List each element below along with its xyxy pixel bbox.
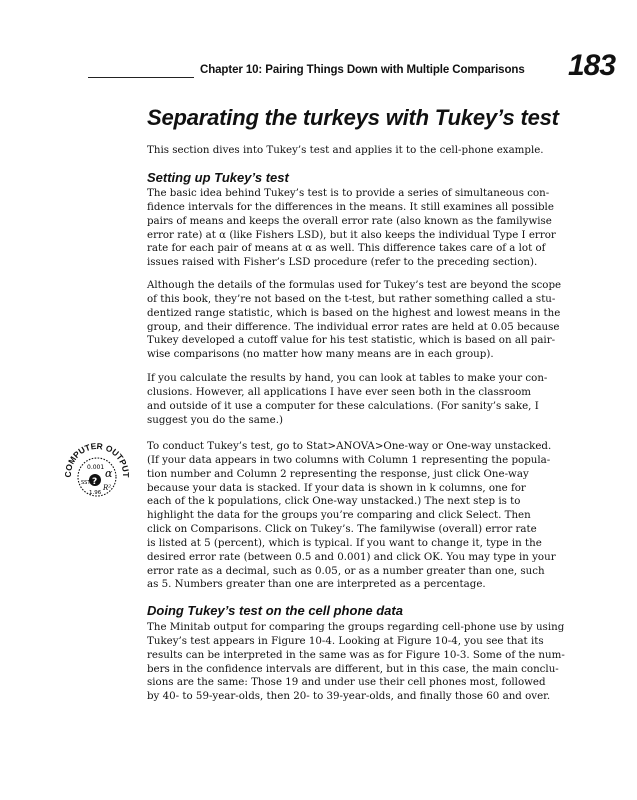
subsection-heading-setting-up: Setting up Tukey’s test <box>147 170 289 185</box>
paragraph-line: each of the k populations, click One-way unstacked.) The next step is to <box>147 495 521 508</box>
badge-glyph: ? <box>92 477 98 487</box>
paragraph-1 <box>147 187 556 270</box>
paragraph-line: desired error rate (between 0.5 and 0.001) and click OK. You may type in your <box>147 550 556 563</box>
computer-output-badge <box>59 435 135 511</box>
paragraph-line: Although the details of the formulas used for Tukey’s test are beyond the scope <box>147 279 562 291</box>
paragraph-line: sions are the same: Those 19 and under use their cell phones most, followed <box>147 676 546 689</box>
paragraph-line: error rate as a decimal, such as 0.05, or as a number greater than one, such <box>147 564 545 577</box>
paragraph-line: issues raised with Fisher’s LSD procedure (refer to the preceding section). <box>147 256 538 269</box>
subsection-heading-doing-tukey: Doing Tukey’s test on the cell phone data <box>147 603 403 618</box>
running-header-title: Chapter 10: Pairing Things Down with Multiple Comparisons <box>200 64 525 76</box>
paragraph-line: of this book, they’re not based on the t-test, but rather something called a stu- <box>147 292 556 305</box>
paragraph-3 <box>147 372 552 427</box>
paragraph-line: bers in the confidence intervals are different, but in this case, the main conclu- <box>147 662 559 675</box>
paragraph-5 <box>147 621 565 704</box>
paragraph-line: by 40- to 59-year-olds, then 20- to 39-year-olds, and finally those 60 and over. <box>147 690 551 703</box>
paragraph-line: results can be interpreted in the same was as for Figure 10-3. Some of the num- <box>147 648 565 661</box>
svg-text:COMPUTER OUTPUT <box>63 441 131 478</box>
paragraph-2 <box>147 279 562 362</box>
paragraph-line: To conduct Tukey’s test, go to Stat>ANOVA>One-way or One-way unstacked. <box>147 440 552 452</box>
paragraph-line: and outside of it use a computer for these calculations. (For sanity’s sake, I <box>147 399 539 412</box>
intro-paragraph: This section dives into Tukey’s test and applies it to the cell-phone example. <box>147 144 544 156</box>
page-number: 183 <box>568 49 616 82</box>
badge-glyph: α <box>105 467 113 480</box>
paragraph-line: wise comparisons (no matter how many means are in each group). <box>147 348 494 361</box>
header-rule <box>88 77 194 78</box>
paragraph-line: The basic idea behind Tukey’s test is to provide a series of simultaneous con- <box>147 187 550 199</box>
paragraph-line: error rate) at α (like Fishers LSD), but it also keeps the individual Type I error <box>147 228 556 241</box>
paragraph-line: pairs of means and keeps the overall error rate (also known as the familywise <box>147 214 552 227</box>
paragraph-line: Tukey’s test appears in Figure 10-4. Looking at Figure 10-4, you see that its <box>147 634 544 647</box>
paragraph-line: tion number and Column 2 representing the response, just click One-way <box>147 467 529 480</box>
paragraph-line: fidence intervals for the differences in the means. It still examines all possible <box>147 200 554 213</box>
paragraph-line: suggest you do the same.) <box>147 413 283 426</box>
badge-glyph: SST <box>81 480 91 486</box>
paragraph-line: is listed at 5 (percent), which is typical. If you want to change it, type in the <box>147 536 542 549</box>
paragraph-line: group, and their difference. The individual error rates are held at 0.05 because <box>147 320 560 333</box>
paragraph-line: (If your data appears in two columns with Column 1 representing the popula- <box>147 453 551 466</box>
badge-glyph: 0.001 <box>87 464 105 471</box>
paragraph-line: Tukey developed a cutoff value for his test statistic, which is based on all pair- <box>147 334 556 347</box>
paragraph-line: If you calculate the results by hand, you can look at tables to make your con- <box>147 372 548 384</box>
paragraph-line: highlight the data for the groups you’re comparing and click Select. Then <box>147 509 531 522</box>
section-title: Separating the turkeys with Tukey’s test <box>147 105 559 130</box>
paragraph-line: as 5. Numbers greater than one are interpreted as a percentage. <box>147 578 486 591</box>
paragraph-line: clusions. However, all applications I have ever seen both in the classroom <box>147 385 532 398</box>
badge-glyph: 1.96 <box>89 490 102 496</box>
paragraph-4 <box>147 440 556 592</box>
paragraph-line: click on Comparisons. Click on Tukey’s. The familywise (overall) error rate <box>147 523 537 536</box>
paragraph-line: The Minitab output for comparing the groups regarding cell-phone use by using <box>147 621 565 633</box>
badge-glyph: R² <box>103 484 112 492</box>
computer-output-icon <box>59 435 135 511</box>
paragraph-line: dentized range statistic, which is based on the highest and lowest means in the <box>147 306 561 319</box>
badge-arc-text: COMPUTER OUTPUT <box>62 440 132 478</box>
paragraph-line: rate for each pair of means at α as well. This difference takes care of a lot of <box>147 242 546 255</box>
paragraph-line: because your data is stacked. If your data is shown in k columns, one for <box>147 481 526 494</box>
